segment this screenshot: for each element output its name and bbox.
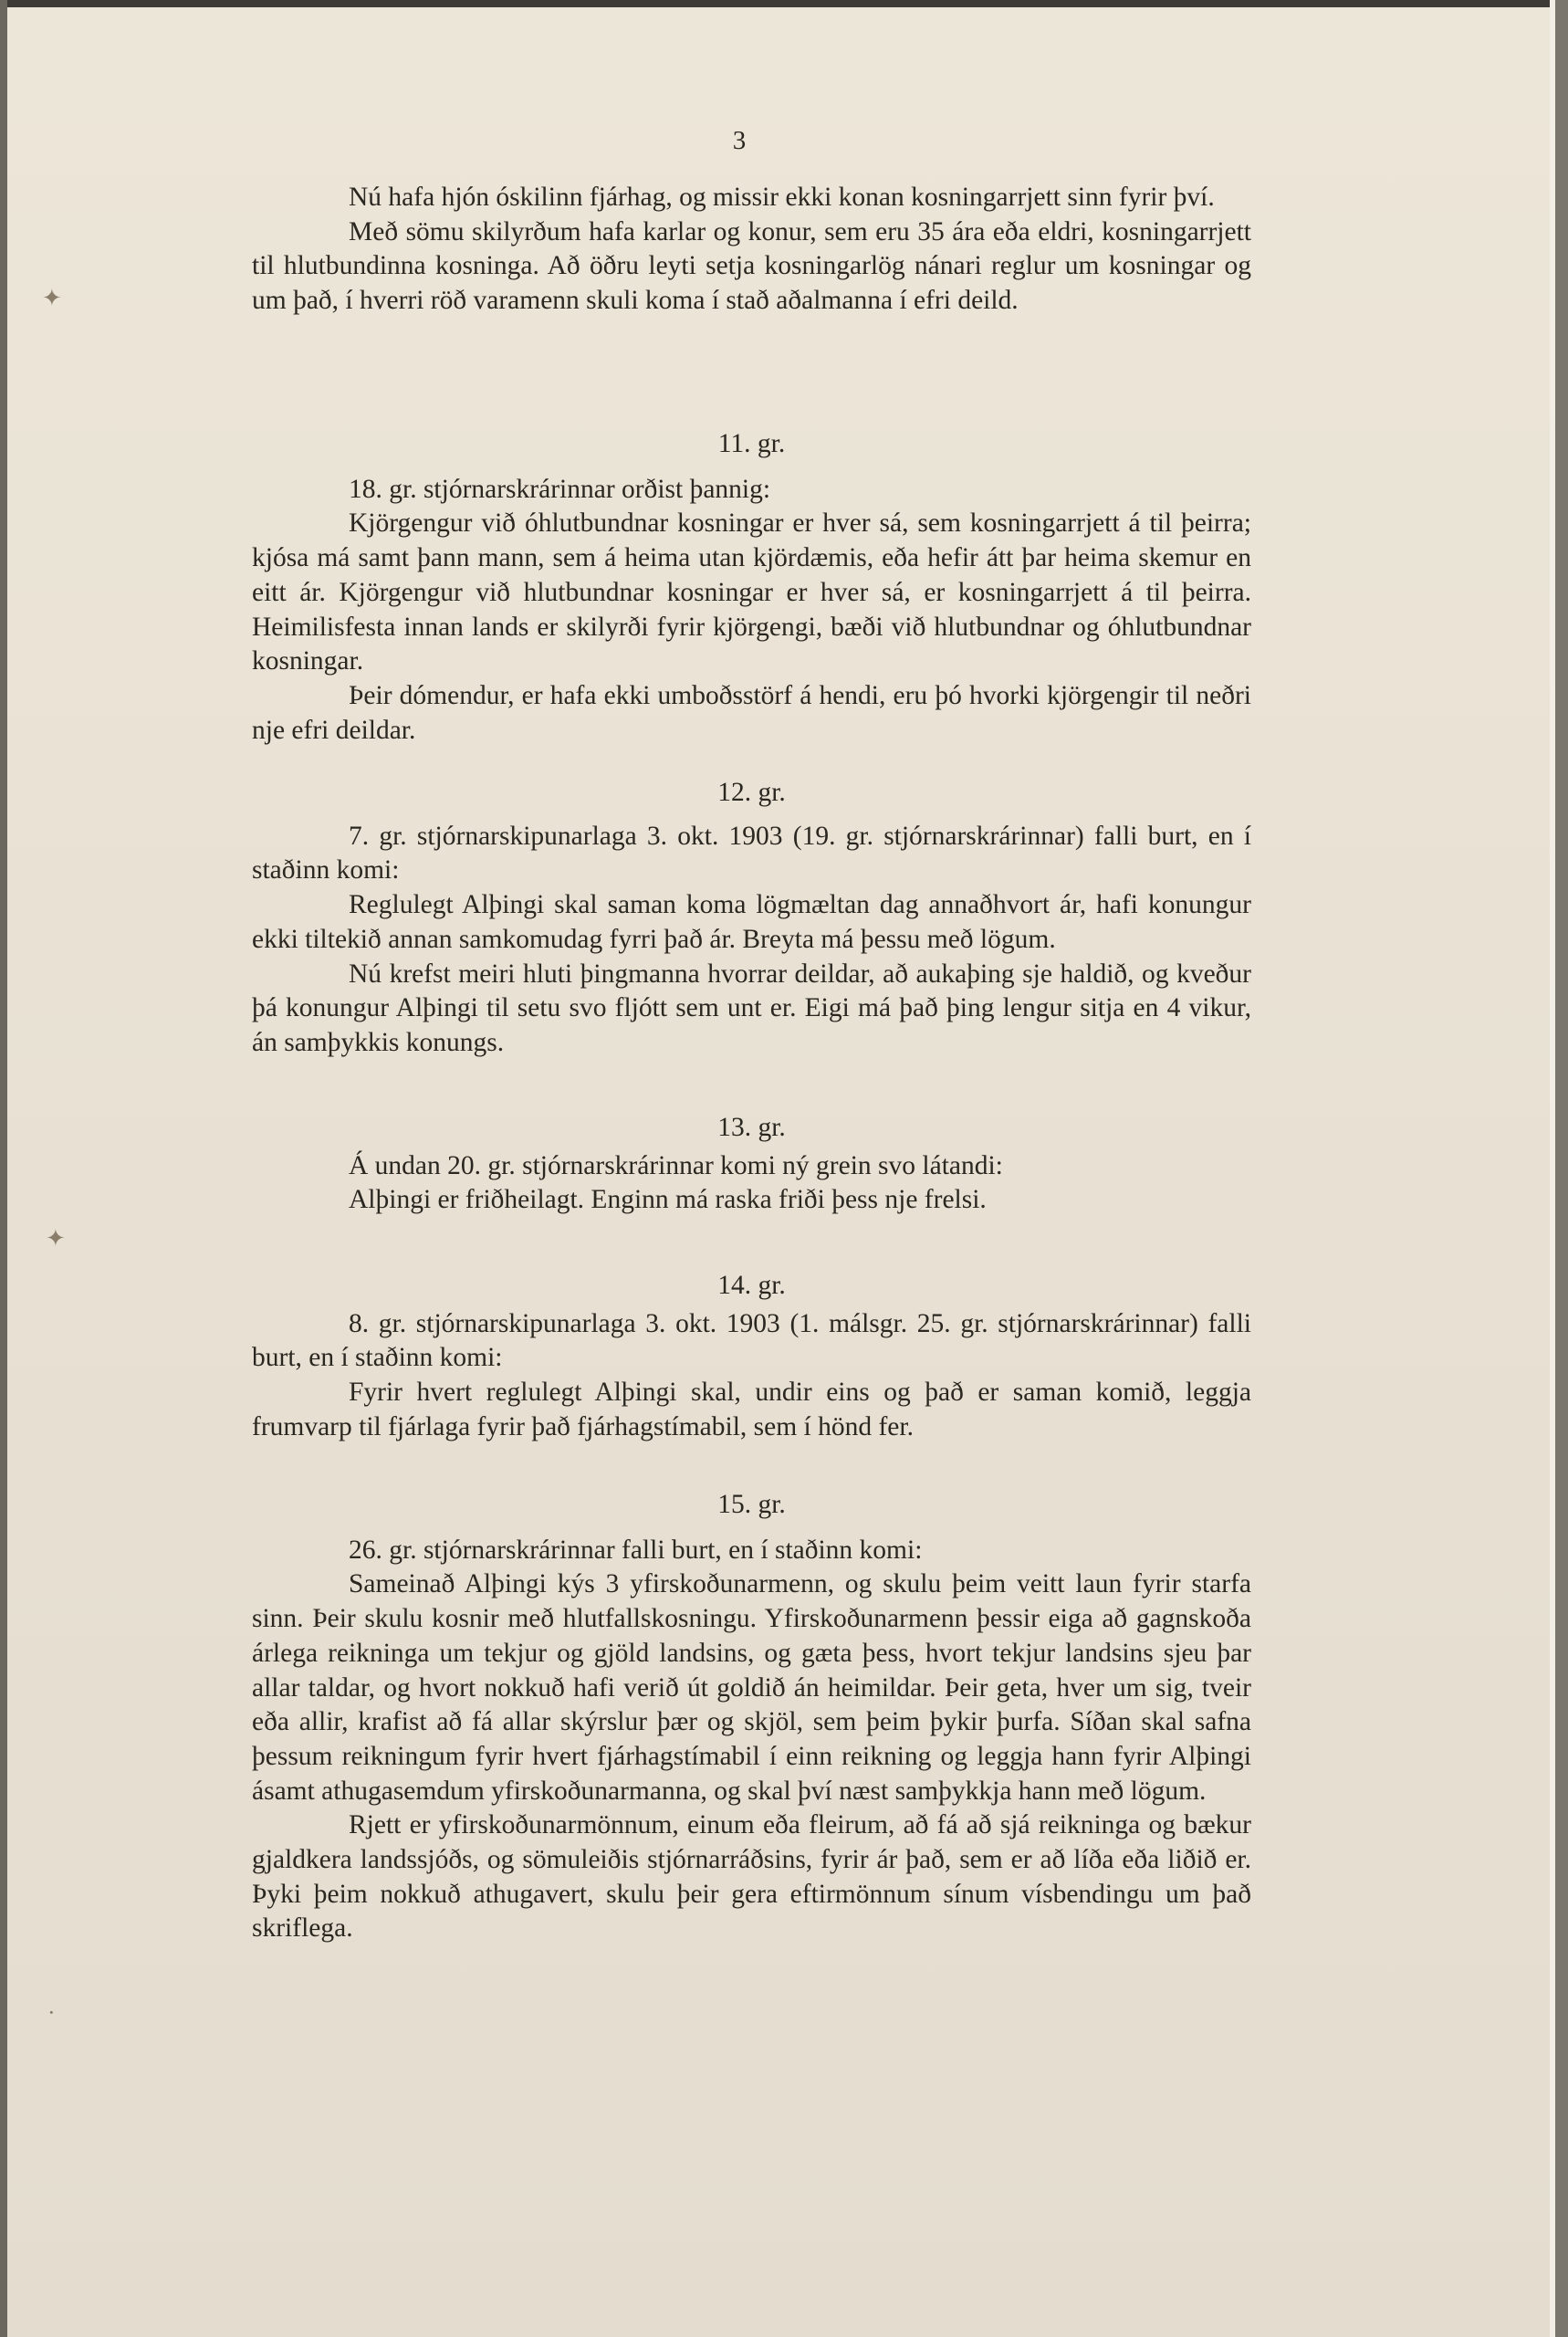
paragraph: Sameinað Alþingi kýs 3 yfirskoðunarmenn, og skulu þeim veitt laun fyrir starfa sinn. Þeir skulu kosnir með hlutfallskosningu. Yfirskoðunarmenn þessir eiga að gagnskoða árlega reikninga um tekjur og gjöld landsins, og gæta þess, hvort tekjur landsins sjeu þar allar taldar, og hvort nokkuð hafi verið út goldið án heimildar. Þeir geta, hver um sig, tveir eða allir, krafist að fá allar skýrslur þær og skjöl, sem þeim þykir þurfa. Síðan skal safna þessum reikningum fyrir hvert fjárhagstímabil í einn reikning og leggja hann fyrir Alþingi ásamt athugasemdum yfirskoðunarmanna, og skal því næst samþykkja hann með lögum. [252,1569,1251,1806]
scan-edge-left [0,0,7,2337]
margin-dot-mark: · [47,1999,56,2026]
section-heading: 12. gr. [717,778,786,807]
section-15 [252,1488,1251,1946]
paragraph: 26. gr. stjórnarskrárinnar falli burt, en í staðinn komi: [349,1535,923,1565]
paragraph: Rjett er yfirskoðunarmönnum, einum eða fleirum, að fá að sjá reikninga og bækur gjaldkera landssjóðs, og sömuleiðis stjórnarráðsins, fyrir ár það, sem er að líða eða liðið er. Þyki þeim nokkuð athugavert, skulu þeir gera eftirmönnum sínum vísbendingu um það skriflega. [252,1810,1251,1944]
margin-dot-mark: ✦ [42,285,62,311]
paragraph: 18. gr. stjórnarskrárinnar orðist þannig: [349,474,771,504]
paragraph: Með sömu skilyrðum hafa karlar og konur, sem eru 35 ára eða eldri, kosningarrjett til hlutbundinna kosninga. Að öðru leyti setja kosningarlög nánari reglur um kosningar og um það, í hverri röð varamenn skuli koma í stað aðalmanna í efri deild. [252,216,1251,316]
paragraph: 8. gr. stjórnarskipunarlaga 3. okt. 1903 (1. málsgr. 25. gr. stjórnarskrárinnar) falli burt, en í staðinn komi: [252,1308,1251,1373]
continuation-block [252,181,1251,319]
section-heading: 14. gr. [717,1271,786,1300]
paragraph: 7. gr. stjórnarskipunarlaga 3. okt. 1903 (19. gr. stjórnarskrárinnar) falli burt, en í staðinn komi: [252,821,1251,886]
section-heading: 15. gr. [717,1490,786,1519]
section-12 [252,776,1251,1061]
section-heading: 13. gr. [717,1113,786,1142]
section-13 [252,1111,1251,1218]
section-14 [252,1269,1251,1445]
paragraph: Reglulegt Alþingi skal saman koma lögmæltan dag annaðhvort ár, hafi konungur ekki tiltekið annan samkomudag fyrri það ár. Breyta má þessu með lögum. [252,890,1251,954]
paragraph: Alþingi er friðheilagt. Enginn má raska friði þess nje frelsi. [349,1185,987,1215]
paragraph: Kjörgengur við óhlutbundnar kosningar er hver sá, sem kosningarrjett á til þeirra; kjósa má samt þann mann, sem á heima utan kjördæmis, eða hefir átt þar heima skemur en eitt ár. Kjörgengur við hlutbundnar kosningar er hver sá, er kosningarrjett á til þeirra. Heimilisfesta innan lands er skilyrði fyrir kjörgengi, bæði við hlutbundnar og óhlutbundnar kosningar. [252,508,1251,676]
section-11 [252,427,1251,748]
paragraph: Þeir dómendur, er hafa ekki umboðsstörf á hendi, eru þó hvorki kjörgengir til neðri nje efri deildar. [252,680,1251,745]
section-heading: 11. gr. [717,429,786,458]
scan-edge-right [1555,0,1568,2337]
paragraph: Fyrir hvert reglulegt Alþingi skal, undir eins og það er saman komið, leggja frumvarp til fjárlaga fyrir það fjárhagstímabil, sem í hönd fer. [252,1378,1251,1441]
scan-edge-top [0,0,1568,7]
margin-dot-mark: ✦ [46,1225,66,1252]
paragraph: Nú krefst meiri hluti þingmanna hvorrar deildar, að aukaþing sje haldið, og kveður þá konungur Alþingi til setu svo fljótt sem unt er. Eigi má það þing lengur sitja en 4 vikur, án samþykkis konungs. [252,959,1251,1057]
paragraph: Á undan 20. gr. stjórnarskrárinnar komi ný grein svo látandi: [349,1150,1003,1180]
page-number: 3 [732,126,747,155]
paragraph: Nú hafa hjón óskilinn fjárhag, og missir ekki konan kosningarrjett sinn fyrir því. [349,183,1215,212]
